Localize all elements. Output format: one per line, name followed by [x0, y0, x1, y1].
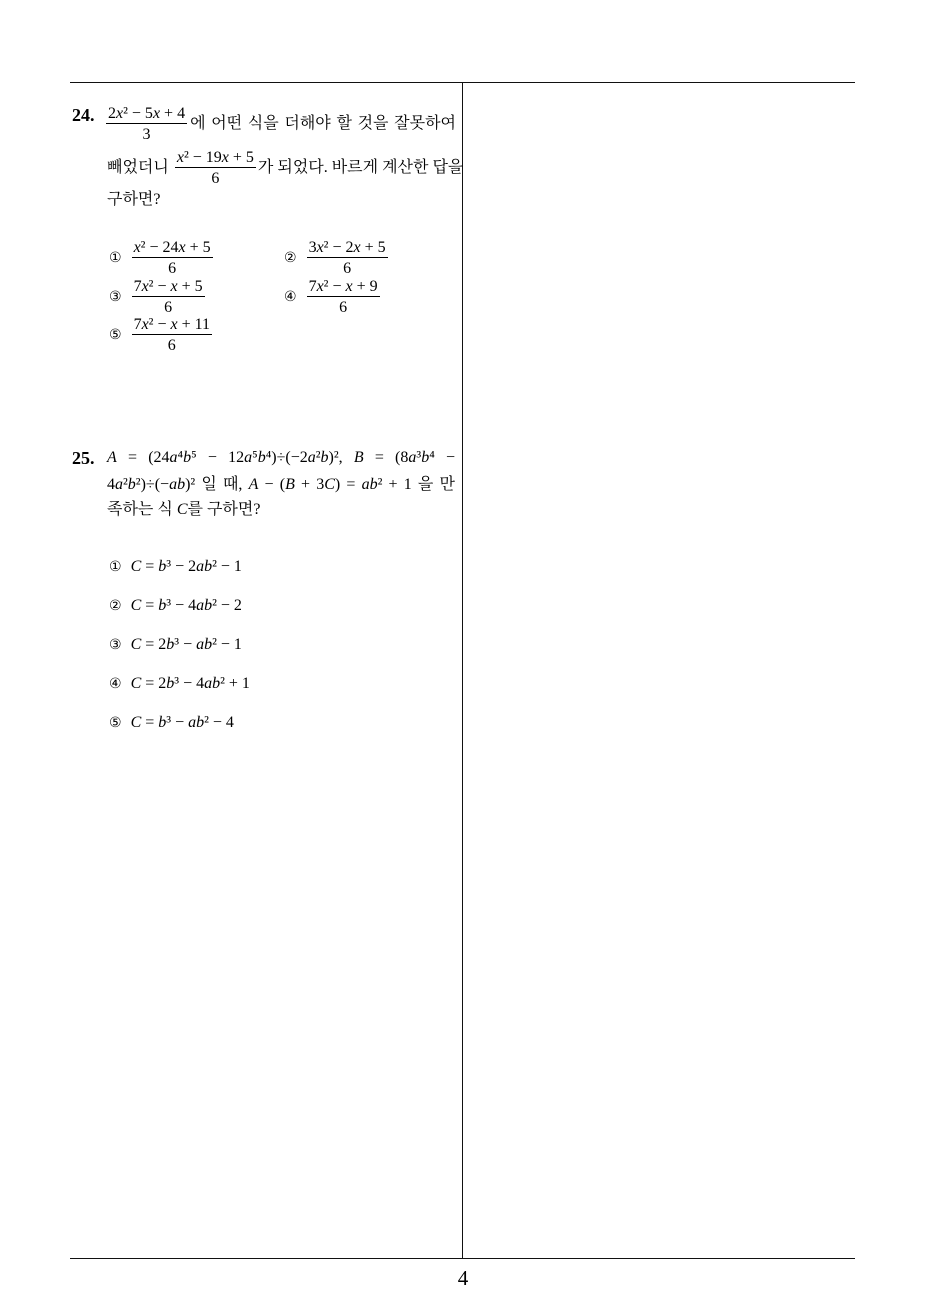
fraction-numerator: 3x² − 2x + 5 [308, 239, 386, 257]
choice-expression: C = b³ − ab² − 4 [130, 714, 234, 731]
choice-2 [109, 596, 250, 616]
choice-expression: C = b³ − 2ab² − 1 [130, 558, 242, 575]
choice-marker: ④ [284, 288, 297, 305]
choice-expression: C = 2b³ − ab² − 1 [130, 636, 242, 653]
fraction-numerator: 7x² − x + 5 [133, 277, 203, 295]
question-24-stem-line-1 [106, 105, 456, 143]
question-24-stem-text-1: 에 어떤 식을 더해야 할 것을 잘못하여 [190, 115, 456, 132]
fraction-denominator: 6 [164, 298, 173, 316]
question-24-stem-line-2 [107, 149, 464, 187]
choice-1 [109, 239, 284, 278]
choice-marker: ⑤ [109, 327, 122, 344]
choice-5 [109, 316, 284, 355]
bottom-rule [70, 1258, 855, 1259]
choice-marker: ② [109, 598, 122, 614]
choice-4 [109, 674, 250, 694]
fraction-denominator: 6 [211, 170, 220, 187]
question-24-choices [109, 239, 459, 355]
fraction-denominator: 6 [343, 260, 352, 278]
choice-marker: ④ [109, 676, 122, 692]
choice-1 [109, 557, 250, 577]
choice-3 [109, 278, 284, 317]
fraction-denominator: 3 [142, 126, 151, 143]
fraction-denominator: 6 [339, 298, 348, 316]
choice-2 [284, 239, 459, 278]
column-divider [462, 82, 463, 1259]
choice-4 [284, 278, 459, 317]
fraction-numerator: 7x² − x + 9 [308, 277, 378, 295]
question-24-fraction-2 [175, 149, 256, 187]
question-24-stem-text-2a: 빼었더니 [107, 159, 169, 176]
choice-expression: C = b³ − 4ab² − 2 [130, 597, 242, 614]
fraction-numerator: 7x² − x + 11 [133, 316, 211, 334]
choice-marker: ③ [109, 288, 122, 305]
fraction-denominator: 6 [168, 260, 177, 278]
fraction-numerator: x² − 19x + 5 [176, 149, 254, 166]
fraction-denominator: 6 [167, 337, 176, 355]
choice-3 [109, 635, 250, 655]
fraction-numerator: x² − 24x + 5 [133, 239, 211, 257]
question-25-stem-line-1: A = (24a⁴b⁵ − 12a⁵b⁴)÷(−2a²b)², B = (8a³b⁴ − [107, 449, 455, 466]
question-24-number: 24. [72, 105, 95, 125]
question-24-fraction-1 [106, 105, 187, 143]
choice-5 [109, 713, 250, 733]
choice-expression: C = 2b³ − 4ab² + 1 [130, 675, 250, 692]
choice-marker: ① [109, 559, 122, 575]
choice-fraction [132, 316, 212, 354]
question-25-number: 25. [72, 448, 95, 468]
choice-marker: ⑤ [109, 715, 122, 731]
choice-marker: ③ [109, 637, 122, 653]
choice-fraction [307, 278, 380, 316]
question-24-stem-line-3: 구하면? [107, 191, 161, 208]
page-number: 4 [457, 1266, 469, 1290]
choice-marker: ① [109, 250, 122, 267]
choice-fraction [307, 239, 388, 277]
question-24-stem-text-2b: 가 되었다. 바르게 계산한 답을 [257, 159, 464, 176]
choice-marker: ② [284, 250, 297, 267]
question-25-stem-line-3: 족하는 식 C를 구하면? [107, 501, 261, 518]
choice-fraction [132, 239, 213, 277]
question-25-choices [109, 557, 250, 733]
fraction-numerator: 2x² − 5x + 4 [108, 105, 186, 122]
question-25-stem-line-2: 4a²b²)÷(−ab)² 일 때, A − (B + 3C) = ab² + 1 을 만 [107, 476, 455, 493]
choice-fraction [132, 278, 205, 316]
